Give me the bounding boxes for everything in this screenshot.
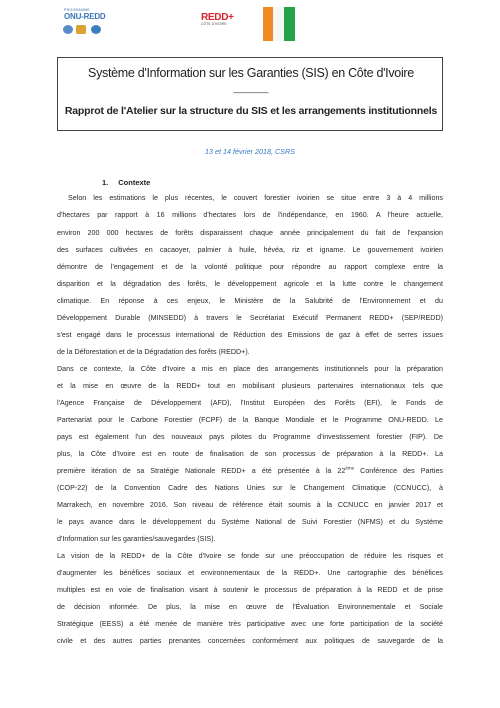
text-line: civile et des autres parties prenantes concernées conformément aux politiques de sauvegarde de la	[57, 637, 443, 645]
un-agency-emblems	[63, 25, 109, 35]
text-line: Dans ce contexte, la Côte d'Ivoire a mis en place des arrangements institutionnels pour la préparation	[57, 365, 443, 373]
text-line: La vision de la REDD+ de la Côte d'Ivoire se fonde sur une préoccupation de réduire les risques et	[57, 552, 443, 560]
text-line: s'est engagé dans le processus international de Réduction des Emissions de gaz à effet de serres issues	[57, 331, 443, 339]
redd-plus-logo-subtext: CÔTE D'IVOIRE	[201, 22, 227, 26]
text-line: l'Agence Française de Développement (AFD), l'Institut Européen des Forêts (EFI), le Fonds de	[57, 399, 443, 407]
fao-emblem-icon	[63, 25, 73, 34]
section-number: 1.	[102, 178, 109, 187]
text-line: (COP-22) de la Convention Cadre des Nations Unies sur le Changement Climatique (CCNUCC), à	[57, 484, 443, 492]
cote-divoire-flag-icon	[263, 7, 295, 41]
text-line: de décision informée. De plus, la mise en œuvre de l'Évaluation Environnementale et Sociale	[57, 603, 443, 611]
text-line: Stratégique (EESS) a été menée de manière très participative avec une forte participation de la société	[57, 620, 443, 628]
onu-redd-logo-text: ONU-REDD	[64, 12, 106, 21]
text-line: d'hectares par rapport à 16 millions d'hectares lors de l'indépendance, en 1960. A l'heure actuelle,	[57, 211, 443, 219]
date-location: 13 et 14 février 2018, CSRS	[205, 147, 295, 156]
redd-plus-logo	[201, 12, 245, 36]
text-line: Selon les estimations le plus récentes, le couvert forestier ivoirien se situe entre 3 à 4 millions	[68, 194, 443, 202]
unep-emblem-icon	[91, 25, 101, 34]
text-line: climatique. En réponse à ces enjeux, le Ministère de la Salubrité de l'Environnement et du	[57, 297, 443, 305]
text-line: première itération de sa Stratégie Nationale REDD+ a été présentée à la 22ème Conférence des Parties	[57, 465, 443, 475]
text-line: le pays avance dans le développement du Système National de Suivi Forestier (NFMS) et du Système	[57, 518, 443, 526]
redd-plus-logo-text: REDD+	[201, 12, 234, 23]
ordinal-superscript: ème	[345, 465, 355, 471]
text-line: pays est également l'un des nouveaux pays pilotes du Programme d'investissement forestier (FIP). De	[57, 433, 443, 441]
text-line: environ 200 000 hectares de forêts disparaissent chaque année principalement du fait de l'expansion	[57, 229, 443, 237]
text-line: d'augmenter les bénéfices sociaux et environnementaux de la REDD+. Une cartographie des bénéfices	[57, 569, 443, 577]
title-box	[57, 57, 443, 131]
header-logos	[0, 0, 500, 50]
text-line: de la Déforestation et de la Dégradation des forêts (REDD+).	[57, 348, 250, 356]
document-title: Système d'Information sur les Garanties (SIS) en Côte d'Ivoire	[88, 66, 414, 80]
text-line: plus, la Côte d'Ivoire est en route de finalisation de son processus de préparation à la REDD+. La	[57, 450, 443, 458]
text-line: Partenariat pour le Carbone Forestier (FCPF) de la Banque Mondiale et le Programme ONU-REDD. Le	[57, 416, 443, 424]
text-line: Marrakech, en novembre 2016. Son niveau de référence était soumis à la CCNUCC en janvier 2017 et	[57, 501, 443, 509]
text-line: démontre de l'engagement et de la volonté politique pour répondre au rapport complexe entre la	[57, 263, 443, 271]
title-separator: _______	[233, 83, 269, 93]
text-line: disparition et la dégradation des forêts, le développement agricole et la lutte contre le changement	[57, 280, 443, 288]
document-subtitle: Rapprot de l'Atelier sur la structure du SIS et les arrangements institutionnels	[64, 105, 438, 117]
text-line: des surfaces cultivées en cacaoyer, palmier à huile, hévéa, riz et igname. Le gouvernement ivoirien	[57, 246, 443, 254]
text-line: multiples est en voie de finalisation visant à soutenir le processus de préparation à la REDD et de prise	[57, 586, 443, 594]
section-heading	[102, 178, 150, 187]
text-line: et la mise en œuvre de la REDD+ tout en mobilisant plusieurs partenaires internationaux tels que	[57, 382, 443, 390]
text-line: Développement Durable (MINSEDD) à travers le Secrétariat Exécutif Permanent REDD+ (SEP/REDD)	[57, 314, 443, 322]
text-line: d'Information sur les garanties/sauvegardes (SIS).	[57, 535, 216, 543]
onu-redd-logo	[60, 8, 108, 42]
onu-redd-logo-small-text: PROGRAMME	[64, 8, 91, 12]
section-title: Contexte	[118, 178, 151, 187]
undp-emblem-icon	[76, 25, 86, 34]
